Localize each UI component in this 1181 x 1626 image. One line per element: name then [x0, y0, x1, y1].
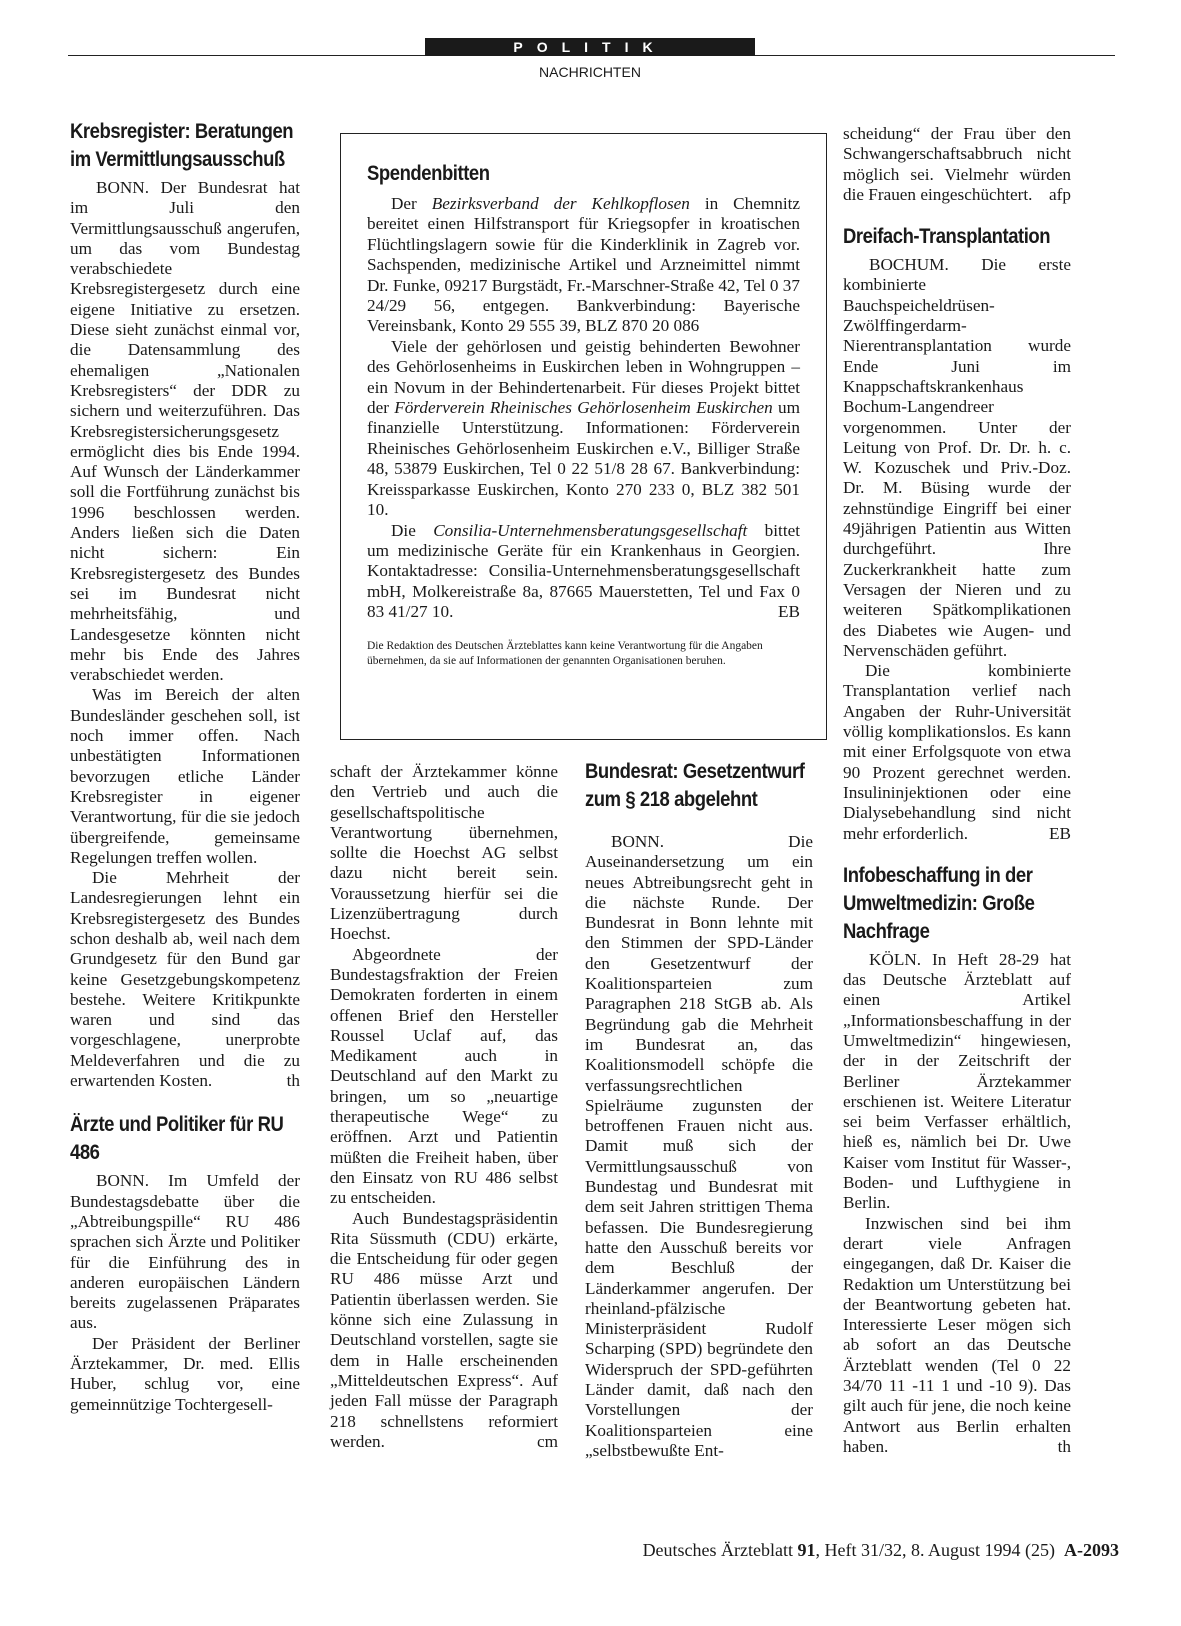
- page-number: A-2093: [1064, 1540, 1119, 1560]
- article-title-paragraph-218: Bundesrat: Gesetzentwurf zum § 218 abgelehnt: [585, 760, 805, 811]
- article-paragraph: [843, 124, 1071, 205]
- column-1: [70, 118, 300, 1415]
- article-title-transplantation: Dreifach-Transplantation: [843, 225, 1051, 249]
- article-paragraph: Abgeordnete der Bundestagsfraktion der Freien Demokraten forderten in einem offenen Brief den Hersteller Roussel Uclaf auf, das Medikament auch in Deutschland auf den Markt zu bringen, um so „neuartige therapeutische Wege“ zu eröffnen. Arzt und Patientin müßten die Freiheit haben, über den Einsatz von RU 486 selbst zu entscheiden.: [330, 944, 558, 1208]
- text: Der: [391, 194, 432, 213]
- article-paragraph: Der Präsident der Berliner Ärztekammer, Dr. med. Ellis Huber, schlug vor, eine gemeinnützige Tochtergesell-: [70, 1333, 300, 1414]
- subsection-label: NACHRICHTEN: [539, 64, 641, 80]
- donation-appeals-box: [340, 133, 827, 740]
- organization-name: Bezirksverband der Kehlkopflosen: [431, 194, 690, 213]
- article-paragraph: [70, 868, 300, 1091]
- text: Viele der gehörlosen und geistig behinderten Bewohner des Gehörlosenheims in Euskirchen leben in Wohngruppen – ein Novum in der Behindertenarbeit. Für dieses Projekt bittet der: [367, 336, 800, 418]
- paragraph-text: Inzwischen sind bei ihm derart viele Anfragen eingegangen, daß Dr. Kaiser die Redaktion um Unterstützung bei der Beantwortung gebeten hat. Interessierte Leser mögen sich ab sofort an das Deutsche Ärzteblatt wenden (Tel 0 22 34/70 11 -11 1 und -10 9). Das gilt auch für jene, die noch keine Antwort aus Berlin erhalten haben.: [843, 1213, 1071, 1456]
- text: in Chemnitz bereitet einen Hilfstransport für Kriegsopfer in kroatischen Flüchtlingslagern sowie für die Kinderklinik in Zagreb vor. Sachspenden, medizinische Artikel und Arzneimittel nimmt Dr. Funke, 09217 Burgstädt, Fr.-Marschner-Straße 42, Tel 0 37 24/29 56, entgegen. Bankverbindung: Bayerische Vereinsbank, Konto 29 555 39, BLZ 870 20 086: [367, 194, 801, 336]
- article-paragraph: [330, 1209, 558, 1453]
- box-paragraph: [367, 337, 800, 521]
- organization-name: Förderverein Rheinisches Gehörlosenheim Euskirchen: [394, 398, 773, 418]
- organization-name: Consilia-Unternehmensberatungsgesellschaft: [433, 520, 748, 540]
- box-disclaimer: Die Redaktion des Deutschen Ärzteblattes kann keine Verantwortung für die Angaben übernehmen, da sie auf Informationen der genannten Organisationen beruhen.: [367, 639, 763, 667]
- author-signature: th: [286, 1071, 300, 1091]
- box-paragraph: [367, 194, 800, 337]
- article-title-krebsregister: Krebsregister: Beratungen im Vermittlungsausschuß: [70, 120, 294, 171]
- column-3: [585, 758, 813, 1461]
- article-paragraph: BOCHUM. Die erste kombinierte Bauchspeicheldrüsen-Zwölffingerdarm-Nierentransplantation wurde Ende Juni im Knappschaftskrankenhaus Bochum-Langendreer vorgenommen. Unter der Leitung von Prof. Dr. Dr. h. c. W. Kozuschek und Priv.-Doz. Dr. M. Büsing wurde der zehnstündige Eingriff bei einer 49jährigen Patientin aus Witten durchgeführt. Ihre Zuckerkrankheit hatte zum Versagen der Nieren und zu weiteren Spätkomplikationen des Diabetes wie Augen- und Nervenschäden geführt.: [843, 255, 1071, 660]
- column-2: [330, 762, 558, 1452]
- text: um finanzielle Unterstützung. Informationen: Förderverein Rheinisches Gehörlosenheim Euskirchen e.V., Billiger Straße 48, 53879 Euskirchen, Tel 0 22 51/8 28 67. Bankverbindung: Kreissparkasse Euskirchen, Konto 270 233 0, BLZ 382 501 10.: [367, 398, 800, 520]
- article-paragraph: schaft der Ärztekammer könne den Vertrieb und auch die gesellschaftspolitische Verantwortung übernehmen, sollte die Hoechst AG selbst dazu nicht bereit sein. Voraussetzung hierfür sei die Lizenzübertragung durch Hoechst.: [330, 762, 558, 944]
- author-signature: afp: [1049, 184, 1071, 204]
- paragraph-text: Auch Bundestagspräsidentin Rita Süssmuth (CDU) erkärte, die Entscheidung für oder gegen RU 486 müsse Arzt und Patientin überlassen werden. Sie könne sich eine Zulassung in Deutschland vorstellen, sagte sie dem in Halle erscheinenden „Mitteldeutschen Express“. Auf jeden Fall müsse der Paragraph 218 schnellstens reformiert werden.: [330, 1208, 558, 1451]
- article-title-umweltmedizin: Infobeschaffung in der Umweltmedizin: Große Nachfrage: [843, 863, 1035, 943]
- article-paragraph: [843, 661, 1071, 844]
- author-signature: cm: [537, 1431, 558, 1451]
- author-signature: EB: [778, 602, 800, 622]
- author-signature: EB: [1049, 823, 1071, 843]
- article-paragraph: BONN. Die Auseinandersetzung um ein neues Abtreibungsrecht geht in die nächste Runde. Der Bundesrat in Bonn lehnte mit den Stimmen der SPD-Länder den Gesetzentwurf der Koalitionsparteien zum Paragraphen 218 StGB ab. Als Begründung gab die Mehrheit im Bundesrat an, das Koalitionsmodell schöpfe die verfassungsrechtlichen Spielräume zugunsten der betroffenen Frauen nicht aus. Damit muß sich der Vermittlungsausschuß von Bundestag und Bundesrat mit dem seit Jahren strittigen Thema befassen. Die Bundesregierung hatte den Ausschuß bereits vor dem Beschluß der Länderkammer angerufen. Der rheinland-pfälzische Ministerpräsident Rudolf Scharping (SPD) begründete den Widerspruch der SPD-geführten Länder damit, daß nach den Vorstellungen der Koalitionsparteien eine „selbstbewußte Ent-: [585, 832, 813, 1460]
- paragraph-text: Die kombinierte Transplantation verlief nach Angaben der Ruhr-Universität völlig komplikationslos. Es kann mit einer Erfolgsquote von etwa 90 Prozent gerechnet werden. Insulininjektionen oder eine Dialysebehandlung sind nicht mehr erforderlich.: [843, 661, 1071, 843]
- page-footer: [643, 1540, 1119, 1561]
- article-paragraph: KÖLN. In Heft 28-29 hat das Deutsche Ärzteblatt auf einen Artikel „Informationsbeschaffung in der Umweltmedizin“ hingewiesen, der in der Zeitschrift der Berliner Ärztekammer erschienen ist. Weitere Literatur sei beim Verfasser erhältlich, hieß es, nämlich bei Dr. Uwe Kaiser vom Institut für Wasser-, Boden- und Lufthygiene in Berlin.: [843, 949, 1071, 1213]
- article-paragraph: BONN. Im Umfeld der Bundestagsdebatte über die „Abtreibungspille“ RU 486 sprachen sich Ärzte und Politiker für die Einführung des in anderen europäischen Ländern bereits zugelassenen Präparates aus.: [70, 1171, 300, 1333]
- text: Die: [391, 520, 434, 540]
- article-paragraph: Was im Bereich der alten Bundesländer geschehen soll, ist noch immer offen. Nach unbestätigten Informationen bevorzugen etliche Länder Krebsregister in eigener Verantwortung, für die sie jedoch übergreifende, gemeinsame Regelungen treffen wollen.: [70, 685, 300, 867]
- article-paragraph: [843, 1214, 1071, 1458]
- author-signature: th: [1057, 1436, 1071, 1456]
- paragraph-text: scheidung“ der Frau über den Schwangerschaftsabbruch nicht möglich sei. Vielmehr würden die Frauen eingeschüchtert.: [843, 124, 1071, 204]
- box-title: Spendenbitten: [367, 162, 490, 185]
- journal-name: Deutsches Ärzteblatt: [642, 1540, 794, 1560]
- text: bittet um medizinische Geräte für ein Krankenhaus in Georgien. Kontaktadresse: Consilia-Unternehmensberatungsgesellschaft mbH, Molkereistraße 8a, 87665 Mauerstetten, Tel und Fax 0 83 41/27 10.: [367, 520, 800, 622]
- box-paragraph: [367, 521, 800, 623]
- article-title-ru486: Ärzte und Politiker für RU 486: [70, 1113, 284, 1165]
- column-4: [843, 124, 1071, 1457]
- volume-number: 91: [797, 1540, 816, 1560]
- article-paragraph: BONN. Der Bundesrat hat im Juli den Vermittlungsausschuß angerufen, um das vom Bundestag verabschiedete Krebsregistergesetz durch eine eigene Initiative zu ersetzen. Diese sieht zunächst einmal vor, die Datensammlung des ehemaligen „Nationalen Krebsregisters“ der DDR zu sichern und weiterzuführen. Das Krebsregistersicherungsgesetz ermöglicht dies bis Ende 1994. Auf Wunsch der Länderkammer soll die Fortführung zunächst bis 1996 beschlossen werden. Anders ließen sich die Daten nicht sichern: Ein Krebsregistergesetz des Bundes sei im Bundesrat nicht mehrheitsfähig, und Landesgesetze könnten nicht mehr bis Ende des Jahres verabschiedet werden.: [70, 178, 300, 685]
- section-label: POLITIK: [425, 38, 755, 56]
- paragraph-text: Die Mehrheit der Landesregierungen lehnt ein Krebsregistergesetz des Bundes schon deshalb ab, weil nach dem Grundgesetz für den Bund gar keine Gesetzgebungskompetenz bestehe. Weitere Kritikpunkte waren und sind das vorgeschlagene, unerprobte Meldeverfahren und die zu erwartenden Kosten.: [70, 868, 300, 1091]
- issue-info: , Heft 31/32, 8. August 1994 (25): [815, 1540, 1055, 1560]
